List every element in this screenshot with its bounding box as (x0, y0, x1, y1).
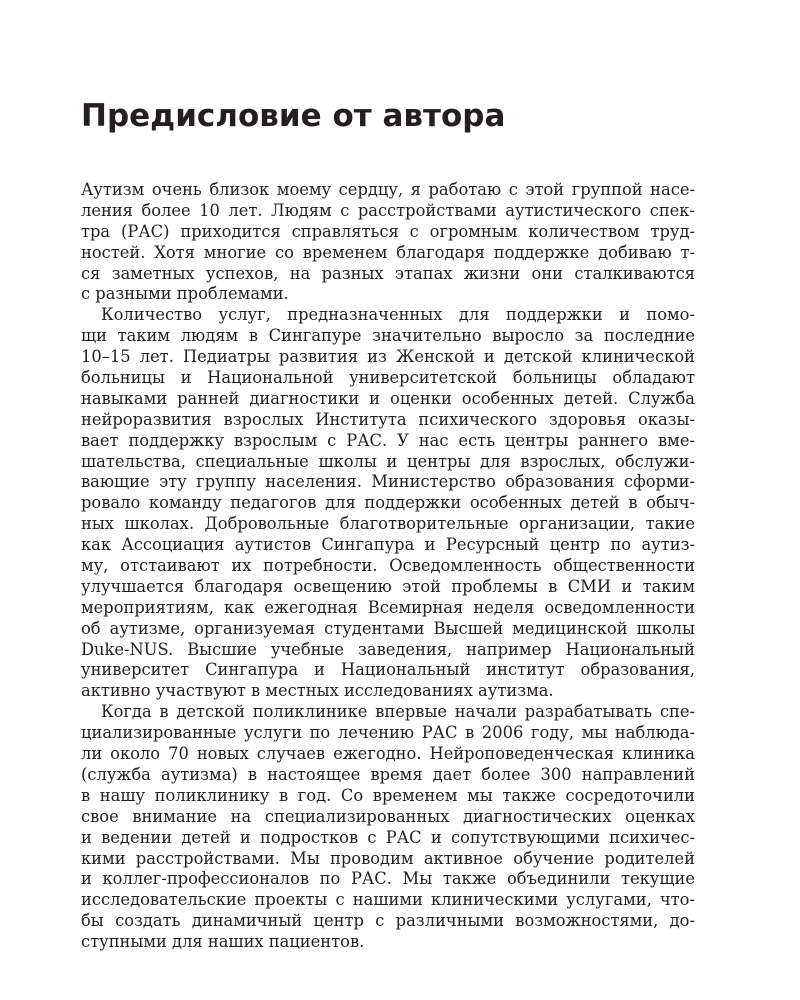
text-line: Количество услуг, предназначенных для поддержки и помо- (101, 305, 695, 325)
text-line: мероприятиям, как ежегодная Всемирная неделя осведомленности (81, 597, 695, 617)
text-line: с разными проблемами. (81, 284, 289, 304)
text-line: щи таким людям в Сингапуре значительно выросло за последние (81, 326, 695, 346)
text-line: об аутизме, организуемая студентами Высшей медицинской школы (81, 618, 695, 638)
text-line: Когда в детской поликлинике впервые начали разрабатывать спе- (101, 702, 695, 722)
text-line: нейроразвития взрослых Института психического здоровья оказы- (81, 409, 695, 429)
text-line: как Ассоциация аутистов Сингапура и Ресурсный центр по аутиз- (81, 535, 695, 555)
text-line: шательства, специальные школы и центры для взрослых, обслужи- (81, 451, 695, 471)
text-line: ностей. Хотя многие со временем благодаря поддержке добиваю т- (81, 242, 695, 262)
text-line: 10–15 лет. Педиатры развития из Женской и детской клинической (81, 347, 695, 367)
text-line: кими расстройствами. Мы проводим активное обучение родителей (81, 848, 695, 868)
text-line: улучшается благодаря освещению этой проблемы в СМИ и таким (81, 576, 695, 596)
text-line: исследовательские проекты с нашими клиническими услугами, что- (81, 890, 695, 910)
paragraph-3 (81, 702, 695, 953)
text-line: вает поддержку взрослым с РАС. У нас есть центры раннего вме- (81, 430, 695, 450)
text-line: больницы и Национальной университетской больницы обладают (81, 368, 695, 388)
text-line: навыками ранней диагностики и оценки особенных детей. Служба (81, 388, 695, 408)
text-line: свое внимание на специализированных диагностических оценках (81, 806, 695, 826)
text-line: в нашу поликлинику в год. Со временем мы также сосредоточили (81, 785, 695, 805)
text-line: ся заметных успехов, на разных этапах жизни они сталкиваются (81, 263, 695, 283)
text-line: Аутизм очень близок моему сердцу, я работаю с этой группой насе- (81, 180, 695, 199)
text-line: бы создать динамичный центр с различными возможностями, до- (81, 911, 695, 931)
text-line: университет Сингапура и Национальный институт образования, (81, 660, 695, 680)
text-line: ления более 10 лет. Людям с расстройствами аутистического спек- (81, 200, 695, 220)
text-line: Duke-NUS. Высшие учебные заведения, например Национальный (81, 639, 695, 659)
text-line: вающие эту группу населения. Министерство образования сформи- (81, 472, 695, 492)
text-line: ли около 70 новых случаев ежегодно. Нейроповеденческая клиника (81, 744, 695, 764)
paragraph-2 (81, 305, 695, 702)
text-line: тра (РАС) приходится справляться с огромным количеством труд- (81, 221, 695, 241)
chapter-title: Предисловие от автора (81, 98, 506, 134)
text-line: (служба аутизма) в настоящее время дает более 300 направлений (81, 764, 695, 784)
text-line: му, отстаивают их потребности. Осведомленность общественности (81, 556, 695, 576)
paragraph-1 (81, 180, 695, 305)
text-line: и коллег-профессионалов по РАС. Мы также объединили текущие (81, 869, 695, 889)
text-line: ступными для наших пациентов. (81, 932, 365, 952)
text-line: активно участвуют в местных исследованиях аутизма. (81, 681, 554, 701)
text-line: циализированные услуги по лечению РАС в 2006 году, мы наблюда- (81, 723, 695, 743)
text-line: ровало команду педагогов для поддержки особенных детей в обыч- (81, 493, 695, 513)
text-line: ных школах. Добровольные благотворительные организации, такие (81, 514, 695, 534)
body-text (81, 180, 695, 953)
text-line: и ведении детей и подростков с РАС и сопутствующими психичес- (81, 827, 695, 847)
